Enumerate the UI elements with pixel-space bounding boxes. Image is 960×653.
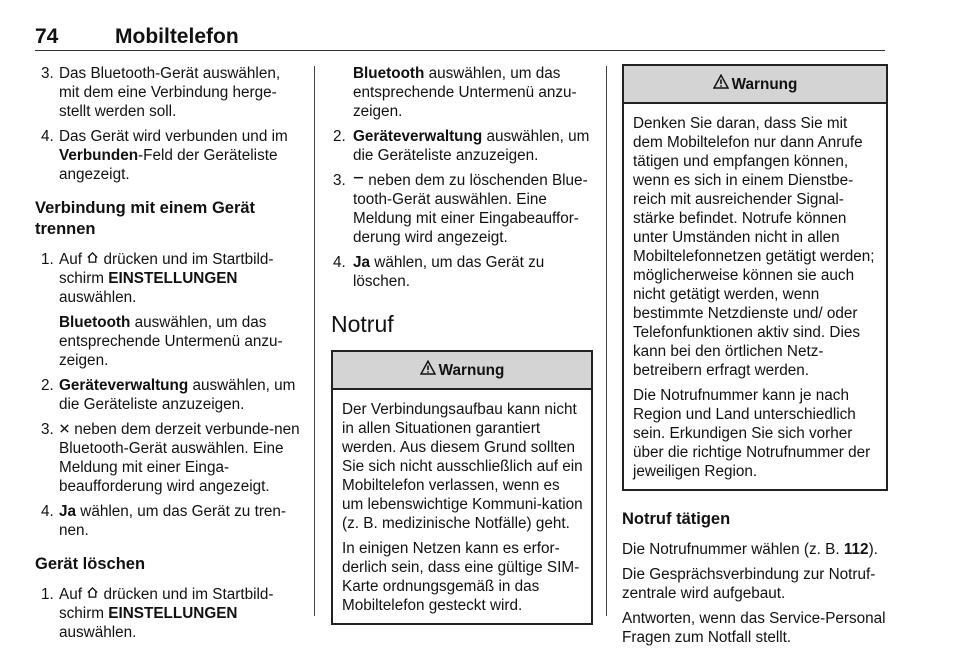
list-item: 1. Auf drücken und im Startbild-schirm EINSTELLUNGEN auswählen. Bluetooth auswählen, um das entsprechende Untermenü anzu-zeigen. [41,251,283,369]
section-title-delete: Gerät löschen [35,555,146,573]
delete-steps [35,585,300,642]
close-icon [59,420,70,439]
warning-triangle-icon [420,360,436,380]
paragraph: Die Gesprächsverbindung zur Notruf-zentrale wird aufgebaut. [622,566,876,602]
connect-steps [35,64,300,184]
list-item: 2. Geräteverwaltung auswählen, um die Geräteliste anzuzeigen. [41,377,296,413]
delete-steps-cont [331,127,593,291]
page-number: 74 [35,25,59,48]
list-item: 4. Ja wählen, um das Gerät zu löschen. [333,254,545,290]
section-title-disconnect: Verbindung mit einem Gerät trennen [35,199,256,238]
list-item: 3. neben dem zu löschenden Blue-tooth-Gerät auswählen. Eine Meldung mit einer Eingabeauffor-derung wird angezeigt. [333,172,588,246]
minus-icon [353,171,364,190]
header-rule [35,50,885,51]
list-item: 4. Das Gerät wird verbunden und im Verbunden-Feld der Geräteliste angezeigt. [41,128,288,183]
list-item: 3. neben dem derzeit verbunde-nen Bluetooth-Gerät auswählen. Eine Meldung mit einer Einga-beaufforderung wird angezeigt. [41,421,300,495]
warning-body: Der Verbindungsaufbau kann nicht in allen Situationen garantiert werden. Aus diesem Grund sollten Sie sich nicht ausschließlich auf ein Mobiltelefon verlassen, wenn es um lebenswichtige Kommuni-kation (z. B. medizinische Notfälle) geht. In einigen Netzen kann es erfor-derlich sein, dass eine gültige SIM-Karte ordnungsgemäß in das Mobiltelefon gesteckt wird. [342,401,583,614]
page-title: Mobiltelefon [115,25,239,48]
home-icon [86,250,99,269]
paragraph: Die Notrufnummer wählen (z. B. 112). [622,541,878,558]
disconnect-steps [35,250,300,540]
list-item: 4. Ja wählen, um das Gerät zu tren-nen. [41,503,287,539]
section-title-notruf: Notruf [331,311,394,337]
section-title-notruf-taetigen: Notruf tätigen [622,510,731,528]
warning-box [331,350,593,625]
column-2 [331,64,593,625]
warning-body: Denken Sie daran, dass Sie mit dem Mobiltelefon nur dann Anrufe tätigen und empfangen können, wenn es sich in einem Dienstbe-reich mit ausreichender Signal-stärke befindet. Notrufe können unter Umständen nicht in allen Mobiltelefonnetzen getätigt werden; möglicherweise können sie auch nicht getätigt werden, wenn bestimmte Netzdienste und/ oder Telefonfunktionen aktiv sind. Dies kann bei den örtlichen Netz-betreibern erfragt werden. Die Notrufnummer kann je nach Region und Land unterschiedlich sein. Erkundigen Sie sich vorher über die richtige Notrufnummer der jeweiligen Region. [633,115,875,480]
list-item: 1. Auf drücken und im Startbild-schirm EINSTELLUNGEN auswählen. [41,586,274,641]
column-divider-1 [314,66,315,616]
column-1 [35,64,300,648]
paragraph: Antworten, wenn das Service-Personal Fragen zum Notfall stellt. [622,610,886,646]
home-icon [86,585,99,604]
warning-header: Warnung [624,66,886,104]
continued-step: Bluetooth auswählen, um das entsprechende Untermenü anzu-zeigen. [353,65,577,120]
warning-box [622,64,888,491]
column-divider-2 [606,66,607,616]
warning-header: Warnung [333,352,591,390]
warning-triangle-icon [713,74,729,94]
column-3 [622,64,888,653]
list-item: 3. Das Bluetooth-Gerät auswählen, mit dem eine Verbindung herge-stellt werden soll. [41,65,281,120]
list-item: 2. Geräteverwaltung auswählen, um die Geräteliste anzuzeigen. [333,128,590,164]
page-header [35,25,239,49]
